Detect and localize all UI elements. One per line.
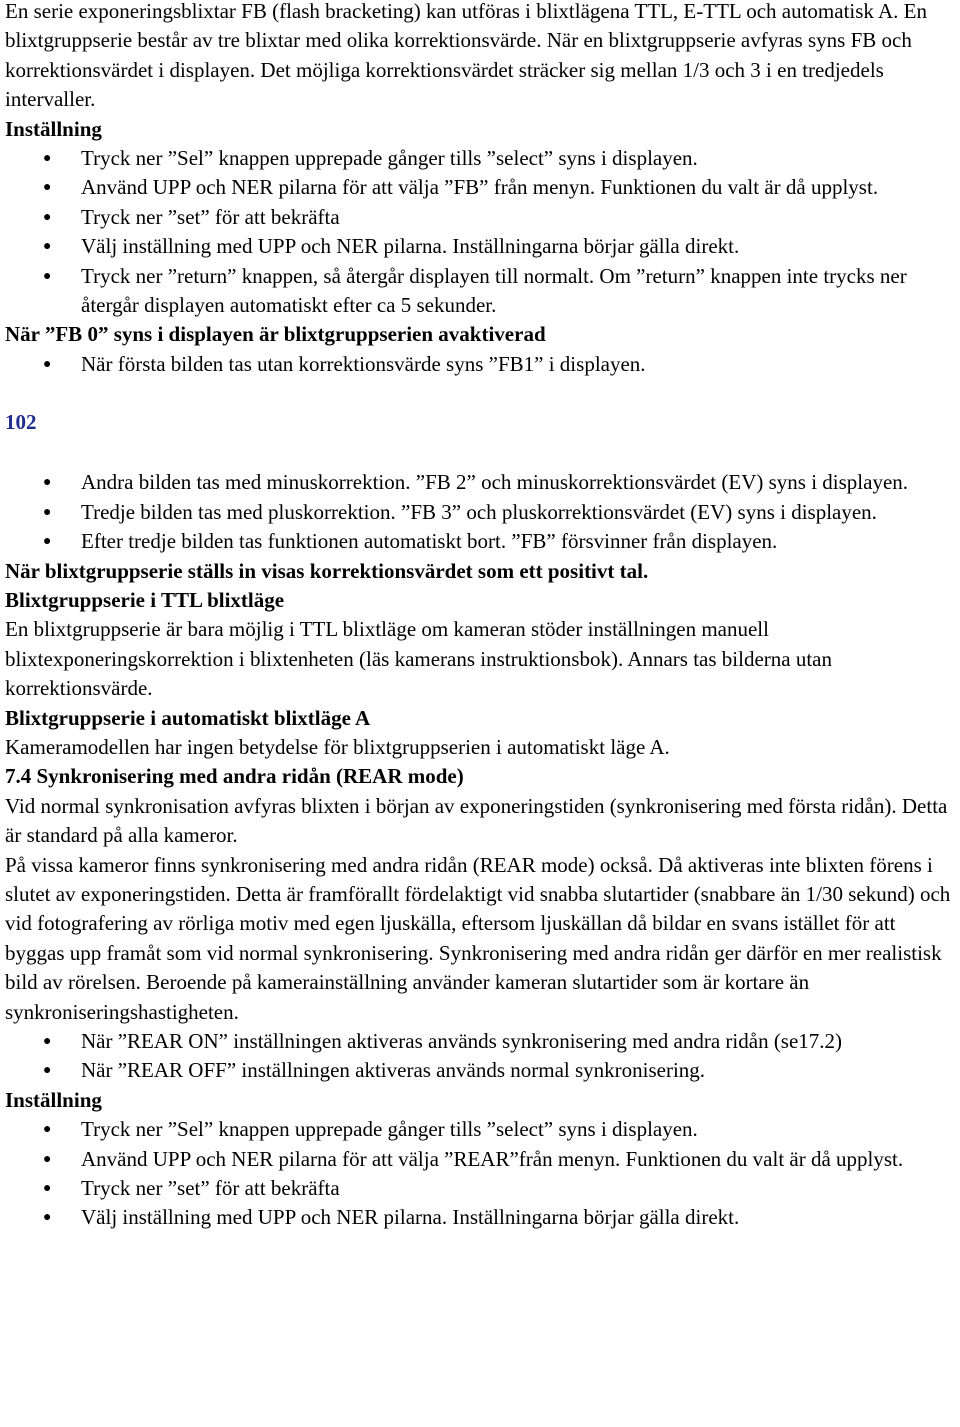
bullet-icon: ● bbox=[43, 1063, 52, 1079]
list-item bbox=[5, 1027, 955, 1056]
bullet-icon: ● bbox=[43, 1181, 52, 1197]
fb0-heading: När ”FB 0” syns i displayen är blixtgruppserien avaktiverad bbox=[5, 322, 546, 347]
list-item-text: När första bilden tas utan korrektionsvärde syns ”FB1” i displayen. bbox=[81, 351, 646, 376]
page-number: 102 bbox=[5, 410, 37, 435]
setting-steps-list bbox=[5, 144, 955, 320]
list-item-text: Andra bilden tas med minuskorrektion. ”FB 2” och minuskorrektionsvärdet (EV) syns i displayen. bbox=[81, 470, 909, 495]
list-item-text: Använd UPP och NER pilarna för att välja ”FB” från menyn. Funktionen du valt är då upplyst. bbox=[81, 175, 879, 200]
list-item bbox=[5, 498, 955, 527]
setting-heading-2: Inställning bbox=[5, 1087, 102, 1112]
bullet-icon: ● bbox=[43, 209, 52, 225]
list-item bbox=[5, 1056, 955, 1085]
list-item bbox=[5, 262, 955, 321]
list-item bbox=[5, 1145, 955, 1174]
bullet-icon: ● bbox=[43, 180, 52, 196]
list-item bbox=[5, 527, 955, 556]
list-item-text: Tryck ner ”Sel” knappen upprepade gånger tills ”select” syns i displayen. bbox=[81, 1117, 698, 1142]
auto-paragraph: Kameramodellen har ingen betydelse för blixtgruppserien i automatiskt läge A. bbox=[5, 734, 670, 759]
list-item-text: När ”REAR OFF” inställningen aktiveras används normal synkronisering. bbox=[81, 1058, 706, 1083]
bullet-icon: ● bbox=[43, 1122, 52, 1138]
list-item bbox=[5, 1115, 955, 1144]
list-item-text: Tryck ner ”set” för att bekräfta bbox=[81, 204, 340, 229]
rear-section-heading: 7.4 Synkronisering med andra ridån (REAR mode) bbox=[5, 764, 464, 789]
rear-paragraph-1: Vid normal synkronisation avfyras blixten i början av exponeringstiden (synkronisering med första ridån). Detta är standard på alla kameror. bbox=[5, 793, 948, 848]
positive-value-note: När blixtgruppserie ställs in visas korrektionsvärdet som ett positivt tal. bbox=[5, 558, 649, 583]
ttl-heading: Blixtgruppserie i TTL blixtläge bbox=[5, 587, 285, 612]
list-item bbox=[5, 173, 955, 202]
setting-heading: Inställning bbox=[5, 116, 102, 141]
list-item bbox=[5, 350, 955, 379]
ttl-paragraph: En blixtgruppserie är bara möjlig i TTL blixtläge om kameran stöder inställningen manuell blixtexponeringskorrektion i blixtenheten (läs kamerans instruktionsbok). Annars tas bilderna utan korrektionsvärde. bbox=[5, 617, 832, 701]
list-item-text: Tredje bilden tas med pluskorrektion. ”FB 3” och pluskorrektionsvärdet (EV) syns i displayen. bbox=[81, 499, 877, 524]
list-item-text: Välj inställning med UPP och NER pilarna. Inställningarna börjar gälla direkt. bbox=[81, 234, 740, 259]
list-item-text: När ”REAR ON” inställningen aktiveras används synkronisering med andra ridån (se17.2) bbox=[81, 1029, 843, 1053]
bullet-icon: ● bbox=[43, 534, 52, 550]
list-item bbox=[5, 144, 955, 173]
list-item bbox=[5, 1174, 955, 1203]
list-item-text: Använd UPP och NER pilarna för att välja ”REAR”från menyn. Funktionen du valt är då upplyst. bbox=[81, 1146, 904, 1171]
rear-modes-list bbox=[5, 1027, 955, 1086]
bullet-icon: ● bbox=[43, 504, 52, 520]
list-item-text: Tryck ner ”Sel” knappen upprepade gånger tills ”select” syns i displayen. bbox=[81, 146, 698, 171]
list-item-text: Efter tredje bilden tas funktionen automatiskt bort. ”FB” försvinner från displayen. bbox=[81, 529, 778, 554]
bullet-icon: ● bbox=[43, 239, 52, 255]
bullet-icon: ● bbox=[43, 1210, 52, 1226]
list-item bbox=[5, 232, 955, 261]
bullet-icon: ● bbox=[43, 1034, 52, 1049]
list-item-text: Välj inställning med UPP och NER pilarna. Inställningarna börjar gälla direkt. bbox=[81, 1205, 740, 1230]
list-item-text: Tryck ner ”return” knappen, så återgår displayen till normalt. Om ”return” knappen inte trycks ner återgår displayen automatiskt efter ca 5 sekunder. bbox=[81, 263, 907, 318]
fb-continued-list bbox=[5, 468, 955, 556]
intro-paragraph: En serie exponeringsblixtar FB (flash bracketing) kan utföras i blixtlägena TTL, E-TTL och automatisk A. En blixtgruppserie består av tre blixtar med olika korrektionsvärde. När en blixtgruppserie avfyras syns FB och korrektionsvärdet i displayen. Det möjliga korrektionsvärdet sträcker sig mellan 1/3 och 3 i en tredjedels intervaller. bbox=[5, 0, 928, 112]
bullet-icon: ● bbox=[43, 268, 52, 284]
bullet-icon: ● bbox=[43, 356, 52, 372]
list-item bbox=[5, 1203, 955, 1232]
list-item bbox=[5, 203, 955, 232]
document-page bbox=[5, 0, 955, 1233]
bullet-icon: ● bbox=[43, 475, 52, 491]
bullet-icon: ● bbox=[43, 151, 52, 167]
auto-heading: Blixtgruppserie i automatiskt blixtläge A bbox=[5, 705, 371, 730]
bullet-icon: ● bbox=[43, 1151, 52, 1167]
list-item-text: Tryck ner ”set” för att bekräfta bbox=[81, 1176, 340, 1201]
setting-steps-list-2 bbox=[5, 1115, 955, 1233]
list-item bbox=[5, 468, 955, 497]
rear-paragraph-2: På vissa kameror finns synkronisering med andra ridån (REAR mode) också. Då aktiveras inte blixten förens i slutet av exponeringstiden. Detta är framförallt fördelaktigt vid snabba slutartider (snabbare än 1/30 sekund) och vid fotografering av rörliga motiv med egen ljuskälla, eftersom ljuskällan då bildar en svans istället för att byggas upp framåt som vid normal synkronisering. Synkronisering med andra ridån ger därför en mer realistisk bild av rörelsen. Beroende på kamerainställning använder kameran slutartider som är kortare än synkroniseringshastigheten. bbox=[5, 852, 951, 1024]
fb0-list bbox=[5, 350, 955, 379]
